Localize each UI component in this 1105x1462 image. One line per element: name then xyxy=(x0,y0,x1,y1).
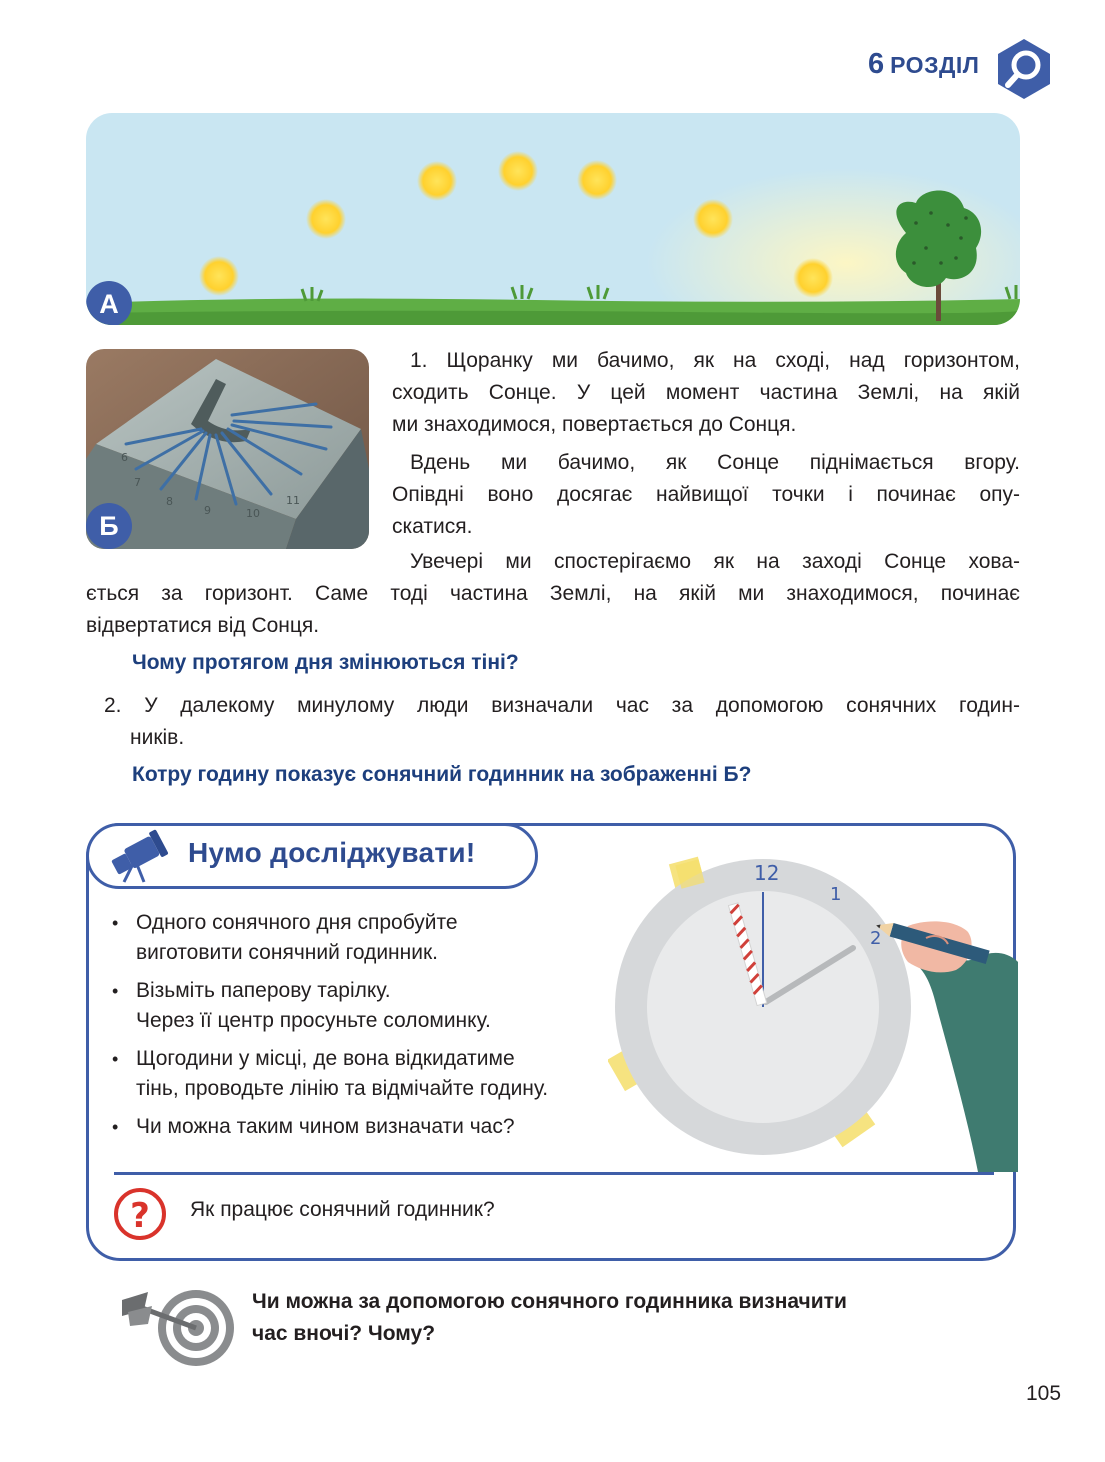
question-shadows: Чому протягом дня змінюються тіні? xyxy=(132,651,519,674)
paper-plate-sundial-illustration xyxy=(608,852,1018,1172)
research-step: • Одного сонячного дня спробуйте виготовити сонячний годинник. xyxy=(112,911,458,964)
figure-label-a: А xyxy=(86,281,132,325)
chapter-number: 6 xyxy=(868,48,885,80)
svg-text:9: 9 xyxy=(204,504,211,517)
paragraph-4-line-2: ників. xyxy=(130,726,185,749)
chapter-word: РОЗДІЛ xyxy=(890,52,980,78)
research-step: • Чи можна таким чином визначати час? xyxy=(112,1115,515,1138)
magnifier-icon xyxy=(996,38,1052,100)
paragraph-2-line-3: скатися. xyxy=(392,515,473,538)
research-steps xyxy=(112,908,652,1150)
final-question-line-1: Чи можна за допомогою сонячного годинника визначити xyxy=(252,1290,847,1313)
figure-label-b: Б xyxy=(86,503,132,549)
svg-text:6: 6 xyxy=(121,451,128,464)
box-divider xyxy=(114,1172,994,1175)
target-arrow-icon xyxy=(118,1282,240,1370)
sundial-photo xyxy=(86,349,369,549)
research-box-title: Нумо досліджувати! xyxy=(188,837,476,868)
paragraph-1-line-1: 1. Щоранку ми бачимо, як на сході, над горизонтом, xyxy=(410,349,1020,372)
paragraph-4-line-1: 2. У далекому минулому люди визначали час за допомогою сонячних годин- xyxy=(104,694,1020,717)
svg-text:8: 8 xyxy=(166,495,173,508)
page-number: 105 xyxy=(1026,1382,1062,1405)
sundial-question: Як працює сонячний годинник? xyxy=(190,1198,495,1221)
research-step: • Щогодини у місці, де вона відкидатиме тінь, проводьте лінію та відмічайте годину. xyxy=(112,1047,549,1100)
paragraph-1-line-2: сходить Сонце. У цей момент частина Землі, на якій xyxy=(392,381,1020,404)
paragraph-2-line-2: Опівдні воно досягає найвищої точки і починає опу- xyxy=(392,483,1020,506)
chapter-heading xyxy=(868,48,979,81)
research-step: • Візьміть паперову тарілку. Через її центр просуньте соломинку. xyxy=(112,979,491,1032)
question-mark-icon xyxy=(112,1186,168,1242)
svg-text:7: 7 xyxy=(134,476,141,489)
svg-text:11: 11 xyxy=(286,494,300,507)
final-question-line-2: час вночі? Чому? xyxy=(252,1322,436,1345)
clock-mark-2: 2 xyxy=(870,928,882,949)
paragraph-3-line-3: відвертатися від Сонця. xyxy=(86,614,320,637)
telescope-icon xyxy=(104,828,170,884)
paragraph-1-line-3: ми знаходимося, повертається до Сонця. xyxy=(392,413,797,436)
clock-mark-12: 12 xyxy=(754,861,780,885)
question-sundial-time: Котру годину показує сонячний годинник на зображенні Б? xyxy=(132,763,752,786)
paragraph-2-line-1: Вдень ми бачимо, як Сонце піднімається вгору. xyxy=(410,451,1020,474)
paragraph-3-line-2: ється за горизонт. Саме тоді частина Землі, на якій ми знаходимося, починає xyxy=(86,582,1020,605)
svg-text:10: 10 xyxy=(246,507,260,520)
sun-path-illustration xyxy=(86,113,1020,325)
svg-text:?: ? xyxy=(130,1196,150,1236)
clock-mark-1: 1 xyxy=(830,884,842,905)
paragraph-3-line-1: Увечері ми спостерігаємо як на заході Сонце хова- xyxy=(410,550,1020,573)
